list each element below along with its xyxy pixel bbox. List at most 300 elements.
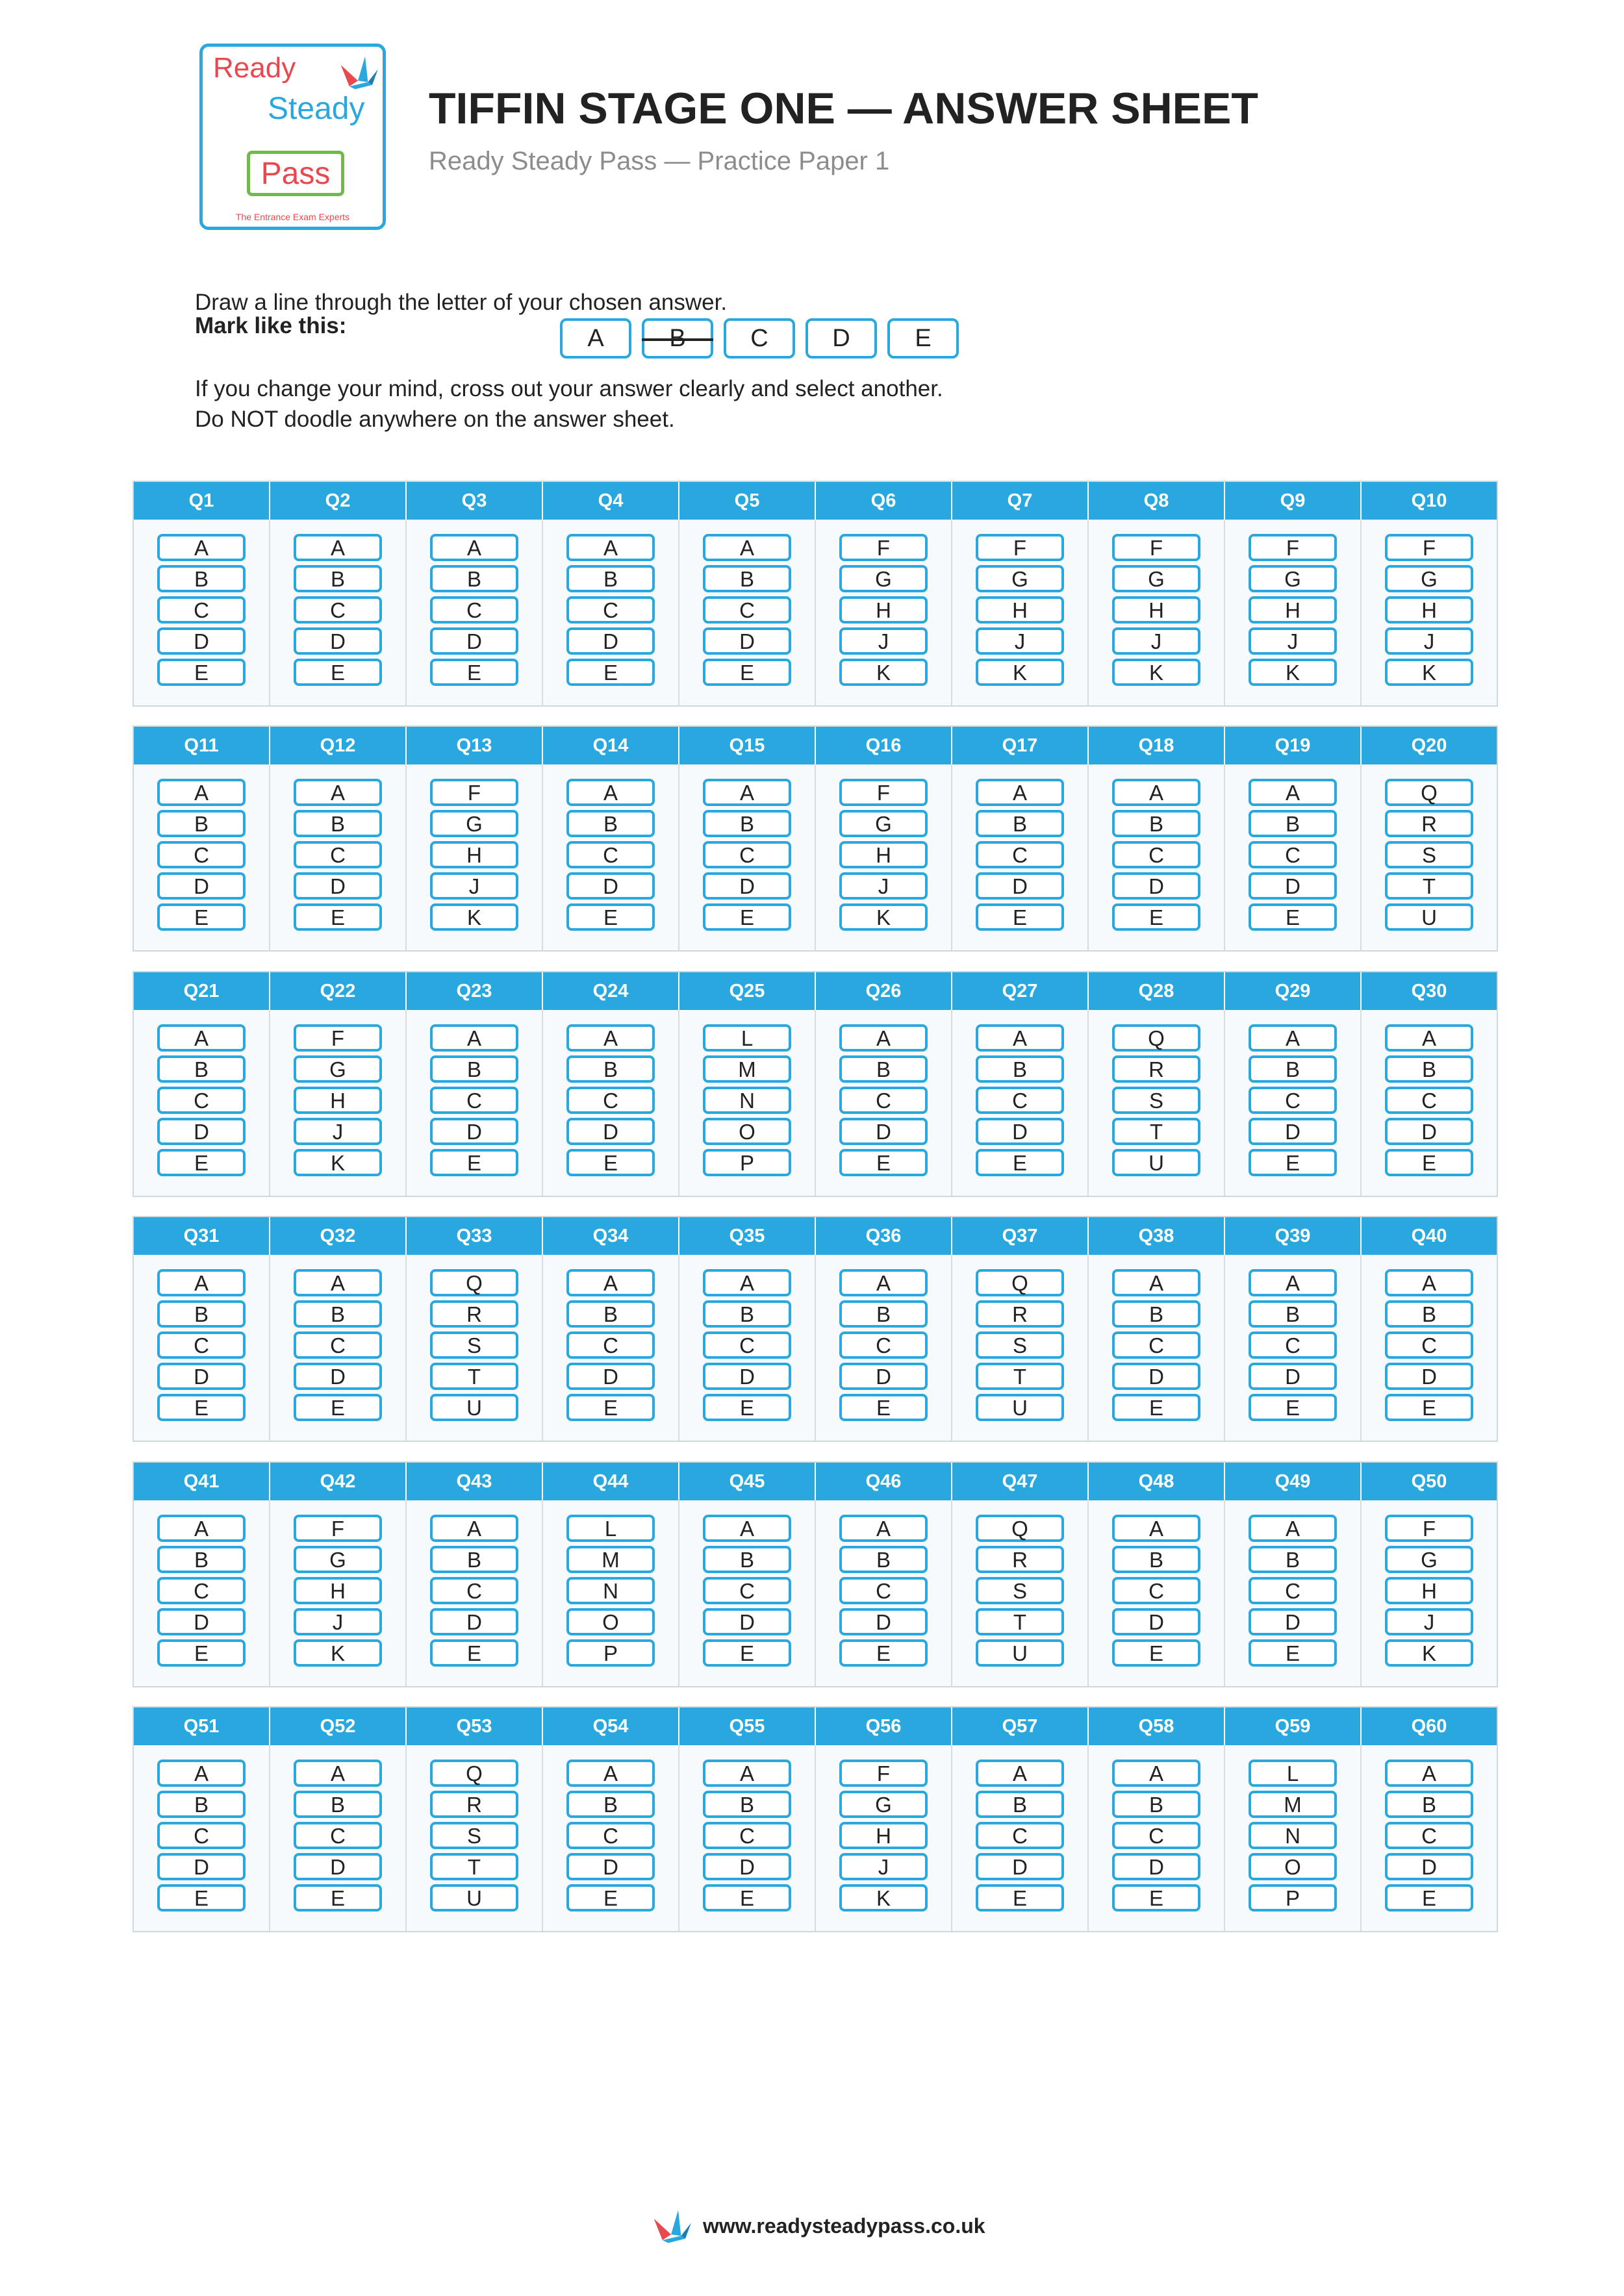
answer-option[interactable]: E	[1249, 1639, 1337, 1667]
answer-option[interactable]: N	[566, 1577, 655, 1604]
answer-option[interactable]: D	[703, 1608, 791, 1635]
answer-option[interactable]: D	[157, 627, 246, 655]
answer-option[interactable]: E	[703, 1884, 791, 1911]
answer-option[interactable]: A	[294, 534, 382, 561]
answer-option[interactable]: D	[430, 1118, 518, 1145]
answer-option[interactable]: P	[566, 1639, 655, 1667]
answer-option[interactable]: B	[703, 565, 791, 592]
answer-option[interactable]: A	[1385, 1760, 1473, 1787]
answer-option[interactable]: C	[430, 1087, 518, 1114]
answer-option[interactable]: H	[839, 1822, 928, 1849]
answer-option[interactable]: Q	[976, 1269, 1064, 1296]
answer-option[interactable]: D	[839, 1118, 928, 1145]
answer-option[interactable]: D	[294, 1363, 382, 1390]
answer-option[interactable]: K	[430, 903, 518, 931]
answer-option[interactable]: M	[1249, 1791, 1337, 1818]
answer-option[interactable]: D	[1112, 1608, 1200, 1635]
answer-option[interactable]: G	[1112, 565, 1200, 592]
answer-option[interactable]: C	[1385, 1822, 1473, 1849]
answer-option[interactable]: E	[976, 903, 1064, 931]
answer-option[interactable]: Q	[1385, 779, 1473, 806]
answer-option[interactable]: T	[976, 1363, 1064, 1390]
answer-option[interactable]: N	[1249, 1822, 1337, 1849]
answer-option[interactable]: D	[839, 1608, 928, 1635]
answer-option[interactable]: A	[566, 1760, 655, 1787]
answer-option[interactable]: B	[157, 1791, 246, 1818]
answer-option[interactable]: B	[839, 1055, 928, 1083]
answer-option[interactable]: J	[430, 872, 518, 900]
answer-option[interactable]: H	[1385, 596, 1473, 624]
answer-option[interactable]: E	[1249, 1149, 1337, 1176]
answer-option[interactable]: B	[1249, 1300, 1337, 1328]
answer-option[interactable]: U	[430, 1884, 518, 1911]
answer-option[interactable]: A	[566, 1269, 655, 1296]
answer-option[interactable]: H	[294, 1577, 382, 1604]
answer-option[interactable]: D	[566, 1853, 655, 1880]
answer-option[interactable]: Q	[430, 1269, 518, 1296]
answer-option[interactable]: A	[157, 1024, 246, 1052]
answer-option[interactable]: K	[294, 1149, 382, 1176]
answer-option[interactable]: B	[976, 1055, 1064, 1083]
answer-option[interactable]: A	[157, 1760, 246, 1787]
answer-option[interactable]: H	[1385, 1577, 1473, 1604]
answer-option[interactable]: K	[1385, 1639, 1473, 1667]
answer-option[interactable]: E	[157, 1639, 246, 1667]
answer-option[interactable]: E	[839, 1149, 928, 1176]
answer-option[interactable]: B	[566, 1791, 655, 1818]
answer-option[interactable]: K	[1385, 659, 1473, 686]
answer-option[interactable]: J	[839, 872, 928, 900]
answer-option[interactable]: D	[703, 627, 791, 655]
answer-option[interactable]: B	[1385, 1300, 1473, 1328]
answer-option[interactable]: G	[1385, 1546, 1473, 1573]
answer-option[interactable]: D	[1385, 1853, 1473, 1880]
answer-option[interactable]: K	[976, 659, 1064, 686]
answer-option[interactable]: A	[839, 1269, 928, 1296]
answer-option[interactable]: C	[157, 1822, 246, 1849]
answer-option[interactable]: A	[703, 779, 791, 806]
answer-option[interactable]: B	[157, 1300, 246, 1328]
answer-option[interactable]: E	[1385, 1884, 1473, 1911]
answer-option[interactable]: B	[1112, 1300, 1200, 1328]
answer-option[interactable]: H	[294, 1087, 382, 1114]
answer-option[interactable]: Q	[430, 1760, 518, 1787]
answer-option[interactable]: A	[703, 1269, 791, 1296]
answer-option[interactable]: A	[703, 1515, 791, 1542]
answer-option[interactable]: K	[1249, 659, 1337, 686]
answer-option[interactable]: A	[703, 534, 791, 561]
answer-option[interactable]: B	[430, 1055, 518, 1083]
answer-option[interactable]: G	[839, 1791, 928, 1818]
answer-option[interactable]: B	[1112, 1546, 1200, 1573]
answer-option[interactable]: O	[703, 1118, 791, 1145]
answer-option[interactable]: J	[1385, 1608, 1473, 1635]
answer-option[interactable]: E	[566, 1884, 655, 1911]
answer-option[interactable]: A	[1249, 1269, 1337, 1296]
answer-option[interactable]: C	[157, 1331, 246, 1359]
answer-option[interactable]: C	[1249, 1577, 1337, 1604]
answer-option[interactable]: T	[430, 1363, 518, 1390]
answer-option[interactable]: J	[1249, 627, 1337, 655]
answer-option[interactable]: B	[157, 1055, 246, 1083]
answer-option[interactable]: E	[430, 1149, 518, 1176]
answer-option[interactable]: J	[1385, 627, 1473, 655]
answer-option[interactable]: C	[1249, 841, 1337, 868]
answer-option[interactable]: F	[1385, 1515, 1473, 1542]
answer-option[interactable]: B	[294, 565, 382, 592]
answer-option[interactable]: A	[294, 1760, 382, 1787]
answer-option[interactable]: G	[430, 810, 518, 837]
answer-option[interactable]: C	[703, 1822, 791, 1849]
answer-option[interactable]: C	[976, 1087, 1064, 1114]
answer-option[interactable]: G	[1385, 565, 1473, 592]
answer-option[interactable]: R	[1385, 810, 1473, 837]
answer-option[interactable]: B	[1249, 1546, 1337, 1573]
answer-option[interactable]: D	[157, 1608, 246, 1635]
answer-option[interactable]: C	[157, 596, 246, 624]
answer-option[interactable]: A	[430, 534, 518, 561]
answer-option[interactable]: A	[566, 1024, 655, 1052]
answer-option[interactable]: C	[1112, 841, 1200, 868]
answer-option[interactable]: C	[566, 596, 655, 624]
answer-option[interactable]: A	[157, 534, 246, 561]
answer-option[interactable]: J	[294, 1118, 382, 1145]
answer-option[interactable]: D	[566, 1363, 655, 1390]
answer-option[interactable]: B	[566, 810, 655, 837]
answer-option[interactable]: A	[703, 1760, 791, 1787]
answer-option[interactable]: A	[1112, 1515, 1200, 1542]
answer-option[interactable]: D	[1112, 872, 1200, 900]
answer-option[interactable]: E	[839, 1639, 928, 1667]
answer-option[interactable]: B	[294, 1300, 382, 1328]
answer-option[interactable]: B	[157, 565, 246, 592]
answer-option[interactable]: B	[839, 1300, 928, 1328]
answer-option[interactable]: D	[566, 627, 655, 655]
answer-option[interactable]: B	[294, 810, 382, 837]
answer-option[interactable]: E	[566, 1149, 655, 1176]
answer-option[interactable]: D	[157, 1363, 246, 1390]
answer-option[interactable]: E	[1385, 1394, 1473, 1421]
answer-option[interactable]: D	[976, 872, 1064, 900]
answer-option[interactable]: S	[976, 1577, 1064, 1604]
answer-option[interactable]: C	[566, 1087, 655, 1114]
answer-option[interactable]: D	[976, 1118, 1064, 1145]
answer-option[interactable]: B	[157, 1546, 246, 1573]
answer-option[interactable]: E	[1112, 1394, 1200, 1421]
answer-option[interactable]: F	[839, 1760, 928, 1787]
answer-option[interactable]: L	[703, 1024, 791, 1052]
answer-option[interactable]: E	[430, 659, 518, 686]
answer-option[interactable]: E	[566, 903, 655, 931]
answer-option[interactable]: S	[430, 1331, 518, 1359]
answer-option[interactable]: E	[1385, 1149, 1473, 1176]
answer-option[interactable]: B	[566, 1055, 655, 1083]
answer-option[interactable]: B	[430, 565, 518, 592]
answer-option[interactable]: E	[1112, 1884, 1200, 1911]
answer-option[interactable]: C	[430, 1577, 518, 1604]
answer-option[interactable]: D	[839, 1363, 928, 1390]
answer-option[interactable]: E	[703, 903, 791, 931]
answer-option[interactable]: T	[430, 1853, 518, 1880]
answer-option[interactable]: B	[294, 1791, 382, 1818]
answer-option[interactable]: D	[1385, 1363, 1473, 1390]
answer-option[interactable]: L	[1249, 1760, 1337, 1787]
answer-option[interactable]: C	[1385, 1331, 1473, 1359]
answer-option[interactable]: A	[566, 779, 655, 806]
answer-option[interactable]: U	[976, 1639, 1064, 1667]
answer-option[interactable]: C	[157, 841, 246, 868]
answer-option[interactable]: D	[1112, 1363, 1200, 1390]
answer-option[interactable]: S	[430, 1822, 518, 1849]
answer-option[interactable]: R	[430, 1300, 518, 1328]
answer-option[interactable]: F	[976, 534, 1064, 561]
answer-option[interactable]: C	[703, 841, 791, 868]
answer-option[interactable]: C	[839, 1087, 928, 1114]
answer-option[interactable]: S	[1112, 1087, 1200, 1114]
answer-option[interactable]: F	[294, 1024, 382, 1052]
answer-option[interactable]: A	[157, 779, 246, 806]
answer-option[interactable]: E	[1112, 1639, 1200, 1667]
answer-option[interactable]: D	[430, 1608, 518, 1635]
answer-option[interactable]: D	[1249, 1608, 1337, 1635]
answer-option[interactable]: E	[839, 1394, 928, 1421]
answer-option[interactable]: E	[1249, 1394, 1337, 1421]
answer-option[interactable]: E	[1249, 903, 1337, 931]
answer-option[interactable]: A	[1112, 1269, 1200, 1296]
answer-option[interactable]: B	[976, 810, 1064, 837]
answer-option[interactable]: B	[703, 1546, 791, 1573]
answer-option[interactable]: N	[703, 1087, 791, 1114]
answer-option[interactable]: S	[1385, 841, 1473, 868]
answer-option[interactable]: L	[566, 1515, 655, 1542]
answer-option[interactable]: G	[294, 1546, 382, 1573]
answer-option[interactable]: C	[976, 841, 1064, 868]
answer-option[interactable]: D	[430, 627, 518, 655]
answer-option[interactable]: A	[430, 1515, 518, 1542]
answer-option[interactable]: J	[294, 1608, 382, 1635]
answer-option[interactable]: D	[1249, 872, 1337, 900]
answer-option[interactable]: M	[703, 1055, 791, 1083]
answer-option[interactable]: A	[566, 534, 655, 561]
answer-option[interactable]: F	[1249, 534, 1337, 561]
answer-option[interactable]: B	[157, 810, 246, 837]
answer-option[interactable]: D	[294, 627, 382, 655]
answer-option[interactable]: B	[1249, 1055, 1337, 1083]
answer-option[interactable]: C	[294, 841, 382, 868]
answer-option[interactable]: A	[839, 1515, 928, 1542]
answer-option[interactable]: C	[703, 596, 791, 624]
answer-option[interactable]: B	[1249, 810, 1337, 837]
answer-option[interactable]: G	[839, 810, 928, 837]
answer-option[interactable]: E	[976, 1884, 1064, 1911]
answer-option[interactable]: D	[566, 872, 655, 900]
answer-option[interactable]: D	[294, 872, 382, 900]
answer-option[interactable]: C	[566, 1331, 655, 1359]
answer-option[interactable]: H	[1112, 596, 1200, 624]
answer-option[interactable]: E	[157, 1884, 246, 1911]
answer-option[interactable]: A	[1249, 1024, 1337, 1052]
answer-option[interactable]: K	[294, 1639, 382, 1667]
answer-option[interactable]: K	[839, 903, 928, 931]
footer-url[interactable]: www.readysteadypass.co.uk	[703, 2214, 985, 2238]
answer-option[interactable]: E	[294, 1394, 382, 1421]
answer-option[interactable]: C	[1385, 1087, 1473, 1114]
answer-option[interactable]: C	[703, 1331, 791, 1359]
answer-option[interactable]: G	[1249, 565, 1337, 592]
answer-option[interactable]: A	[1385, 1024, 1473, 1052]
answer-option[interactable]: E	[157, 1149, 246, 1176]
answer-option[interactable]: Q	[976, 1515, 1064, 1542]
answer-option[interactable]: H	[1249, 596, 1337, 624]
answer-option[interactable]: B	[430, 1546, 518, 1573]
answer-option[interactable]: B	[976, 1791, 1064, 1818]
answer-option[interactable]: B	[703, 1300, 791, 1328]
answer-option[interactable]: C	[703, 1577, 791, 1604]
answer-option[interactable]: T	[976, 1608, 1064, 1635]
answer-option[interactable]: A	[1112, 779, 1200, 806]
answer-option[interactable]: D	[703, 1363, 791, 1390]
answer-option[interactable]: E	[157, 903, 246, 931]
answer-option[interactable]: M	[566, 1546, 655, 1573]
answer-option[interactable]: C	[294, 1331, 382, 1359]
answer-option[interactable]: F	[1385, 534, 1473, 561]
answer-option[interactable]: K	[839, 659, 928, 686]
answer-option[interactable]: C	[839, 1577, 928, 1604]
answer-option[interactable]: C	[1112, 1822, 1200, 1849]
answer-option[interactable]: C	[1112, 1577, 1200, 1604]
answer-option[interactable]: D	[703, 872, 791, 900]
answer-option[interactable]: D	[294, 1853, 382, 1880]
answer-option[interactable]: B	[1112, 1791, 1200, 1818]
answer-option[interactable]: R	[1112, 1055, 1200, 1083]
answer-option[interactable]: A	[976, 1760, 1064, 1787]
answer-option[interactable]: A	[1249, 779, 1337, 806]
answer-option[interactable]: C	[430, 596, 518, 624]
answer-option[interactable]: K	[839, 1884, 928, 1911]
answer-option[interactable]: D	[1112, 1853, 1200, 1880]
answer-option[interactable]: E	[294, 903, 382, 931]
answer-option[interactable]: D	[566, 1118, 655, 1145]
answer-option[interactable]: A	[976, 1024, 1064, 1052]
answer-option[interactable]: E	[703, 1394, 791, 1421]
answer-option[interactable]: T	[1385, 872, 1473, 900]
answer-option[interactable]: P	[703, 1149, 791, 1176]
answer-option[interactable]: E	[157, 1394, 246, 1421]
answer-option[interactable]: B	[566, 1300, 655, 1328]
answer-option[interactable]: B	[566, 565, 655, 592]
answer-option[interactable]: F	[1112, 534, 1200, 561]
answer-option[interactable]: G	[839, 565, 928, 592]
answer-option[interactable]: P	[1249, 1884, 1337, 1911]
answer-option[interactable]: A	[430, 1024, 518, 1052]
answer-option[interactable]: B	[1385, 1055, 1473, 1083]
answer-option[interactable]: U	[1385, 903, 1473, 931]
answer-option[interactable]: H	[839, 596, 928, 624]
answer-option[interactable]: J	[1112, 627, 1200, 655]
answer-option[interactable]: E	[703, 659, 791, 686]
answer-option[interactable]: S	[976, 1331, 1064, 1359]
answer-option[interactable]: U	[430, 1394, 518, 1421]
answer-option[interactable]: E	[1112, 903, 1200, 931]
answer-option[interactable]: A	[976, 779, 1064, 806]
answer-option[interactable]: G	[294, 1055, 382, 1083]
answer-option[interactable]: B	[703, 810, 791, 837]
answer-option[interactable]: A	[294, 779, 382, 806]
answer-option[interactable]: A	[294, 1269, 382, 1296]
answer-option[interactable]: E	[294, 659, 382, 686]
answer-option[interactable]: E	[566, 1394, 655, 1421]
answer-option[interactable]: E	[430, 1639, 518, 1667]
answer-option[interactable]: D	[157, 1118, 246, 1145]
answer-option[interactable]: H	[976, 596, 1064, 624]
answer-option[interactable]: D	[157, 872, 246, 900]
answer-option[interactable]: C	[1249, 1331, 1337, 1359]
answer-option[interactable]: D	[157, 1853, 246, 1880]
answer-option[interactable]: A	[157, 1269, 246, 1296]
answer-option[interactable]: A	[1249, 1515, 1337, 1542]
answer-option[interactable]: J	[839, 1853, 928, 1880]
answer-option[interactable]: D	[976, 1853, 1064, 1880]
answer-option[interactable]: J	[976, 627, 1064, 655]
answer-option[interactable]: C	[566, 841, 655, 868]
answer-option[interactable]: C	[839, 1331, 928, 1359]
answer-option[interactable]: C	[294, 596, 382, 624]
answer-option[interactable]: G	[976, 565, 1064, 592]
answer-option[interactable]: D	[1385, 1118, 1473, 1145]
answer-option[interactable]: A	[1385, 1269, 1473, 1296]
answer-option[interactable]: U	[1112, 1149, 1200, 1176]
answer-option[interactable]: C	[1112, 1331, 1200, 1359]
answer-option[interactable]: R	[430, 1791, 518, 1818]
answer-option[interactable]: F	[294, 1515, 382, 1542]
answer-option[interactable]: E	[294, 1884, 382, 1911]
answer-option[interactable]: Q	[1112, 1024, 1200, 1052]
answer-option[interactable]: A	[1112, 1760, 1200, 1787]
answer-option[interactable]: E	[976, 1149, 1064, 1176]
answer-option[interactable]: T	[1112, 1118, 1200, 1145]
answer-option[interactable]: C	[566, 1822, 655, 1849]
answer-option[interactable]: B	[1112, 810, 1200, 837]
answer-option[interactable]: C	[157, 1087, 246, 1114]
answer-option[interactable]: D	[703, 1853, 791, 1880]
answer-option[interactable]: K	[1112, 659, 1200, 686]
answer-option[interactable]: F	[839, 779, 928, 806]
answer-option[interactable]: F	[839, 534, 928, 561]
answer-option[interactable]: B	[839, 1546, 928, 1573]
answer-option[interactable]: U	[976, 1394, 1064, 1421]
answer-option[interactable]: A	[157, 1515, 246, 1542]
answer-option[interactable]: E	[566, 659, 655, 686]
answer-option[interactable]: C	[157, 1577, 246, 1604]
answer-option[interactable]: D	[1249, 1363, 1337, 1390]
answer-option[interactable]: D	[1249, 1118, 1337, 1145]
answer-option[interactable]: E	[703, 1639, 791, 1667]
answer-option[interactable]: O	[566, 1608, 655, 1635]
answer-option[interactable]: B	[703, 1791, 791, 1818]
answer-option[interactable]: J	[839, 627, 928, 655]
answer-option[interactable]: A	[839, 1024, 928, 1052]
answer-option[interactable]: H	[839, 841, 928, 868]
answer-option[interactable]: C	[976, 1822, 1064, 1849]
answer-option[interactable]: B	[1385, 1791, 1473, 1818]
answer-option[interactable]: H	[430, 841, 518, 868]
answer-option[interactable]: R	[976, 1300, 1064, 1328]
answer-option[interactable]: F	[430, 779, 518, 806]
answer-option[interactable]: E	[157, 659, 246, 686]
answer-option[interactable]: O	[1249, 1853, 1337, 1880]
answer-option[interactable]: C	[1249, 1087, 1337, 1114]
answer-option[interactable]: C	[294, 1822, 382, 1849]
